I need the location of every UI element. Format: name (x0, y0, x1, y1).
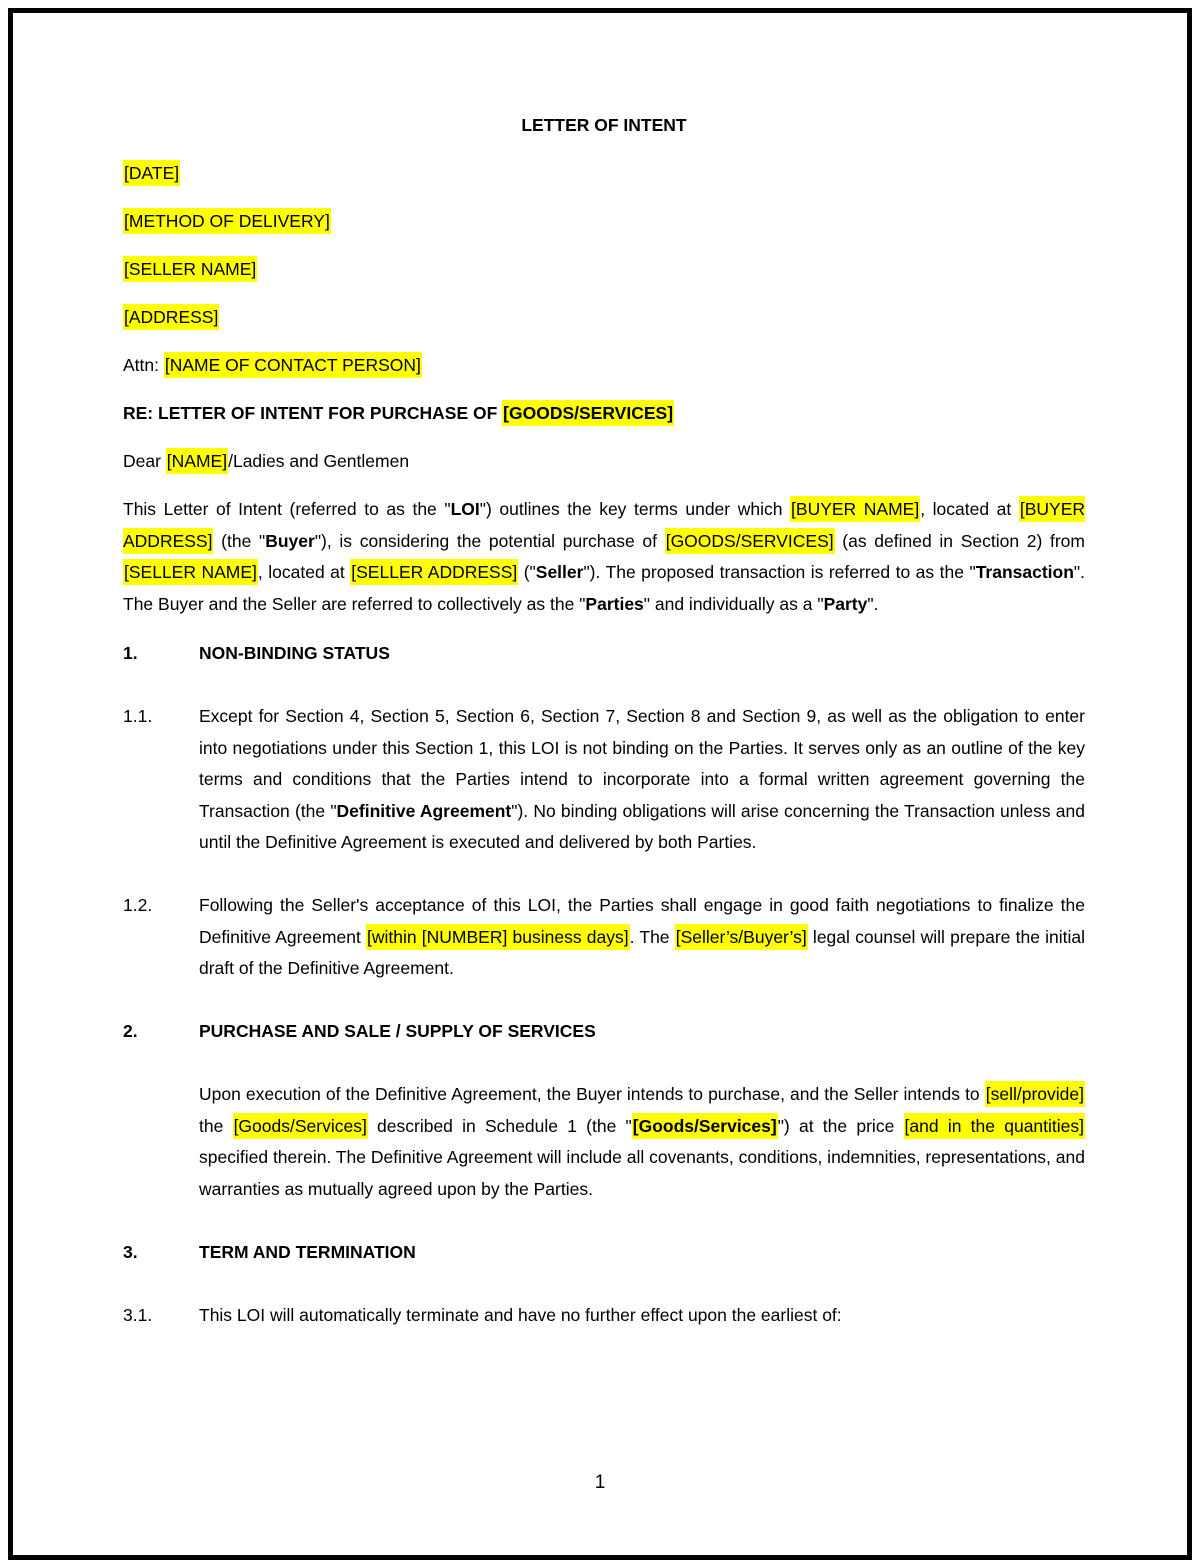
placeholder-highlight: [SELLER NAME] (123, 559, 258, 585)
address-line (123, 158, 1085, 190)
section-text (199, 1237, 1085, 1269)
section-number: 1.2. (123, 895, 153, 915)
text-run: (as defined in Section 2) from (834, 530, 1085, 551)
text-run: Parties (585, 593, 644, 614)
text-run: described in Schedule 1 (the " (367, 1115, 632, 1136)
section-heading (123, 1016, 1085, 1048)
text-run: TERM AND TERMINATION (199, 1241, 416, 1262)
document-content (123, 110, 1085, 1363)
placeholder-highlight: [Seller’s/Buyer’s] (675, 924, 808, 950)
placeholder-highlight: [SELLER NAME] (123, 256, 257, 282)
placeholder-highlight: [BUYER ADDRESS] (123, 496, 1085, 554)
text-run: Seller (535, 562, 584, 582)
text-run: the (199, 1115, 233, 1136)
address-line (123, 206, 1085, 238)
address-line (123, 350, 1085, 382)
text-run: /Ladies and Gentlemen (228, 451, 410, 471)
placeholder-highlight: [SELLER ADDRESS] (350, 559, 518, 585)
text-run: This LOI will automatically terminate and have no further effect upon the earliest of: (199, 1304, 842, 1325)
placeholder-highlight: [sell/provide] (985, 1081, 1085, 1107)
section-number: 3. (123, 1241, 138, 1262)
placeholder-highlight: [METHOD OF DELIVERY] (123, 208, 331, 234)
text-run: RE: LETTER OF INTENT FOR PURCHASE OF (123, 403, 503, 423)
section-heading (123, 638, 1085, 670)
text-run: , located at (257, 562, 351, 582)
text-run: ". The Buyer and the Seller are referred to collectively as the " (123, 562, 1085, 614)
text-run: Party (823, 593, 868, 614)
numbered-paragraph (123, 701, 1085, 859)
text-run: (" (518, 562, 536, 582)
section-text (199, 1016, 1085, 1048)
text-run: Except for Section 4, Section 5, Section 6, Section 7, Section 8 and Section 9, as well as the obligation to enter into negotiations under this Section 1, this LOI is not binding on the Parties. It serves only as an outline of the key terms and conditions that the Parties intend to incorporate into a formal written agreement governing the Transaction (the " (199, 706, 1085, 821)
placeholder-highlight: [Goods/Services] (233, 1113, 368, 1139)
placeholder-highlight: [NAME OF CONTACT PERSON] (164, 352, 422, 378)
section-text (199, 1300, 1085, 1332)
text-run: This Letter of Intent (referred to as the " (123, 499, 451, 519)
address-line (123, 398, 1085, 430)
text-run: Following the Seller's acceptance of this LOI, the Parties shall engage in good faith negotiations to finalize the Definitive Agreement (199, 895, 1085, 947)
section-text (199, 638, 1085, 670)
page-number: 1 (594, 1471, 606, 1493)
text-run: ". (867, 593, 879, 614)
text-run: , located at (920, 499, 1019, 519)
text-run: (the " (213, 530, 266, 551)
section-number: 2. (123, 1021, 138, 1041)
text-run: ") outlines the key terms under which (479, 499, 791, 519)
placeholder-highlight: [DATE] (123, 160, 180, 186)
document-title: LETTER OF INTENT (521, 115, 687, 135)
text-run: Buyer (265, 530, 315, 551)
text-run: " and individually as a " (643, 593, 824, 614)
text-run: ") at the price (777, 1115, 904, 1136)
placeholder-highlight: [within [NUMBER] business days] (366, 924, 630, 950)
text-run: Upon execution of the Definitive Agreement, the Buyer intends to purchase, and the Seller intends to (199, 1084, 985, 1104)
section-number: 1.1. (123, 706, 153, 726)
text-run: NON-BINDING STATUS (199, 643, 390, 663)
text-run: Transaction (975, 562, 1074, 582)
text-run: "), is considering the potential purchase of (314, 530, 665, 551)
placeholder-highlight: [GOODS/SERVICES] (502, 400, 674, 426)
section-number: 1. (123, 643, 138, 663)
address-line (123, 446, 1085, 478)
text-run: "). No binding obligations will arise concerning the Transaction unless and until the Definitive Agreement is executed and delivered by both Parties. (199, 800, 1085, 852)
numbered-paragraph (123, 890, 1085, 985)
text-run: . The (629, 926, 675, 947)
text-run: legal counsel will prepare the initial draft of the Definitive Agreement. (199, 926, 1085, 978)
text-run: "). The proposed transaction is referred to as the " (583, 562, 976, 582)
intro-paragraph (123, 494, 1085, 620)
section-text (199, 1079, 1085, 1205)
text-run: Definitive Agreement (336, 800, 512, 821)
section-number (123, 1079, 199, 1205)
document-body (123, 158, 1085, 1331)
placeholder-highlight: [BUYER NAME] (790, 496, 920, 522)
address-line (123, 302, 1085, 334)
numbered-paragraph (123, 1300, 1085, 1332)
text-run: specified therein. The Definitive Agreement will include all covenants, conditions, indemnities, representations, and warranties as mutually agreed upon by the Parties. (199, 1147, 1085, 1199)
text-run: LOI (450, 499, 480, 519)
text-run: Attn: (123, 355, 164, 375)
section-text (199, 701, 1085, 859)
placeholder-highlight: [GOODS/SERVICES] (665, 528, 835, 554)
placeholder-highlight: [ADDRESS] (123, 304, 219, 330)
placeholder-highlight: [and in the quantities] (904, 1113, 1085, 1139)
text-run: Dear (123, 451, 166, 471)
address-line (123, 254, 1085, 286)
placeholder-highlight: [NAME] (166, 448, 228, 474)
section-heading (123, 1237, 1085, 1269)
section-number: 3.1. (123, 1304, 153, 1325)
section-text (199, 890, 1085, 985)
numbered-paragraph (123, 1079, 1085, 1205)
text-run: PURCHASE AND SALE / SUPPLY OF SERVICES (199, 1021, 596, 1041)
placeholder-highlight: [Goods/Services] (632, 1113, 778, 1139)
